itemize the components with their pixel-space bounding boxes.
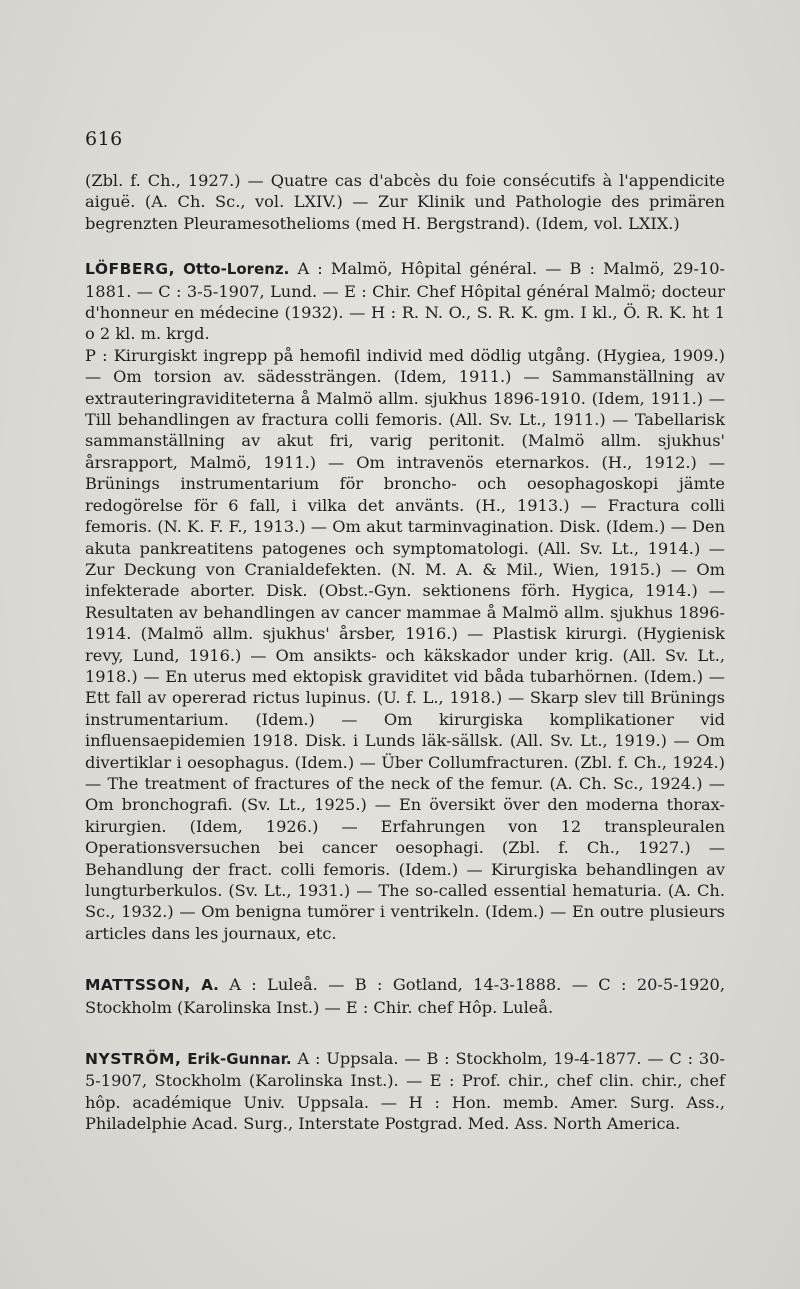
entry-given-name: Erik-Gunnar. xyxy=(187,1050,292,1069)
entry-given-name: Otto-Lorenz. xyxy=(183,260,290,279)
entry-header xyxy=(85,974,725,1018)
entry-lofberg xyxy=(85,258,725,944)
continued-entry-text: (Zbl. f. Ch., 1927.) — Quatre cas d'abcès du foie consécutifs à l'appendicite aiguë. (A. Ch. Sc., vol. LXIV.) — Zur Klinik und Pathologie des primären begrenzten Pleuramesothelioms (med H. Bergstrand). (Idem, vol. LXIX.) xyxy=(85,171,725,233)
entry-header-text: A : Uppsala. — B : Stockholm, 19-4-1877. — C : 30-5-1907, Stockholm (Karolinska Inst.). — E : Prof. chir., chef clin. chir., chef hôp. académique Univ. Uppsala. — H : Hon. memb. Amer. Surg. Ass., Philadelphie Acad. Surg., Interstate Postgrad. Med. Ass. North America. xyxy=(85,1049,725,1134)
entry-nystrom xyxy=(85,1048,725,1135)
entry-publications: P : Kirurgiskt ingrepp på hemofil individ med dödlig utgång. (Hygiea, 1909.) — Om torsion av. sädessträngen. (Idem, 1911.) — Sammanställning av extrauteringraviditeterna å Malmö allm. sjukhus 1896-1910. (Idem, 1911.) — Till behandlingen av fractura colli femoris. (All. Sv. Lt., 1911.) — Tabellarisk sammanställning av akut fri, varig peritonit. (Malmö allm. sjukhus' årsrapport, Malmö, 1911.) — Om intravenös eternarkos. (H., 1912.) — Brünings instrumentarium för broncho- och oesophagoskopi jämte redogörelse för 6 fall, i vilka det använts. (H., 1913.) — Fractura colli femoris. (N. K. F. F., 1913.) — Om akut tarminvagination. Disk. (Idem.) — Den akuta pankreatitens patogenes och symptomatologi. (All. Sv. Lt., 1914.) — Zur Deckung von Cranialdefekten. (N. M. A. & Mil., Wien, 1915.) — Om infekterade aborter. Disk. (Obst.-Gyn. sektionens förh. Hygica, 1914.) — Resultaten av behandlingen av cancer mammae å Malmö allm. sjukhus 1896-1914. (Malmö allm. sjukhus' årsber, 1916.) — Plastisk kirurgi. (Hygienisk revy, Lund, 1916.) — Om ansikts- och käkskador under krig. (All. Sv. Lt., 1918.) — En uterus med ektopisk graviditet vid båda tubarhörnen. (Idem.) — Ett fall av opererad rictus lupinus. (U. f. L., 1918.) — Skarp slev till Brünings instrumentarium. (Idem.) — Om kirurgiska komplikationer vid influensaepidemien 1918. Disk. i Lunds läk-sällsk. (All. Sv. Lt., 1919.) — Om divertiklar i oesophagus. (Idem.) — Über Collumfracturen. (Zbl. f. Ch., 1924.) — The treatment of fractures of the neck of the femur. (A. Ch. Sc., 1924.) — Om bronchografi. (Sv. Lt., 1925.) — En översikt över den moderna thorax-kirurgien. (Idem, 1926.) — Erfahrungen von 12 transpleuralen Operationsversuchen bei cancer oesophagi. (Zbl. f. Ch., 1927.) — Behandlung der fract. colli femoris. (Idem.) — Kirurgiska behandlingen av lungturberkulos. (Sv. Lt., 1931.) — The so-called essential hematuria. (A. Ch. Sc., 1932.) — Om benigna tumörer i ventrikeln. (Idem.) — En outre plusieurs articles dans les journaux, etc. xyxy=(85,345,725,943)
entry-header-text: A : Luleå. — B : Gotland, 14-3-1888. — C : 20-5-1920, Stockholm (Karolinska Inst.) — E : Chir. chef Hôp. Luleå. xyxy=(85,975,725,1017)
entry-surname: NYSTRÖM, xyxy=(85,1050,182,1069)
entry-given-name: A. xyxy=(201,976,219,995)
entry-header xyxy=(85,1048,725,1135)
entry-mattsson xyxy=(85,974,725,1018)
entry-surname: MATTSSON, xyxy=(85,976,191,995)
page-body xyxy=(85,170,725,1135)
entry-surname: LÖFBERG, xyxy=(85,260,176,279)
entry-header xyxy=(85,258,725,345)
entry-header-text: A : Malmö, Hôpital général. — B : Malmö, 29-10-1881. — C : 3-5-1907, Lund. — E : Chir. Chef Hôpital général Malmö; docteur d'honneur en médecine (1932). — H : R. N. O., S. R. K. gm. I kl., Ö. R. K. ht 1 o 2 kl. m. krgd. xyxy=(85,259,725,344)
page-number: 616 xyxy=(85,128,123,150)
